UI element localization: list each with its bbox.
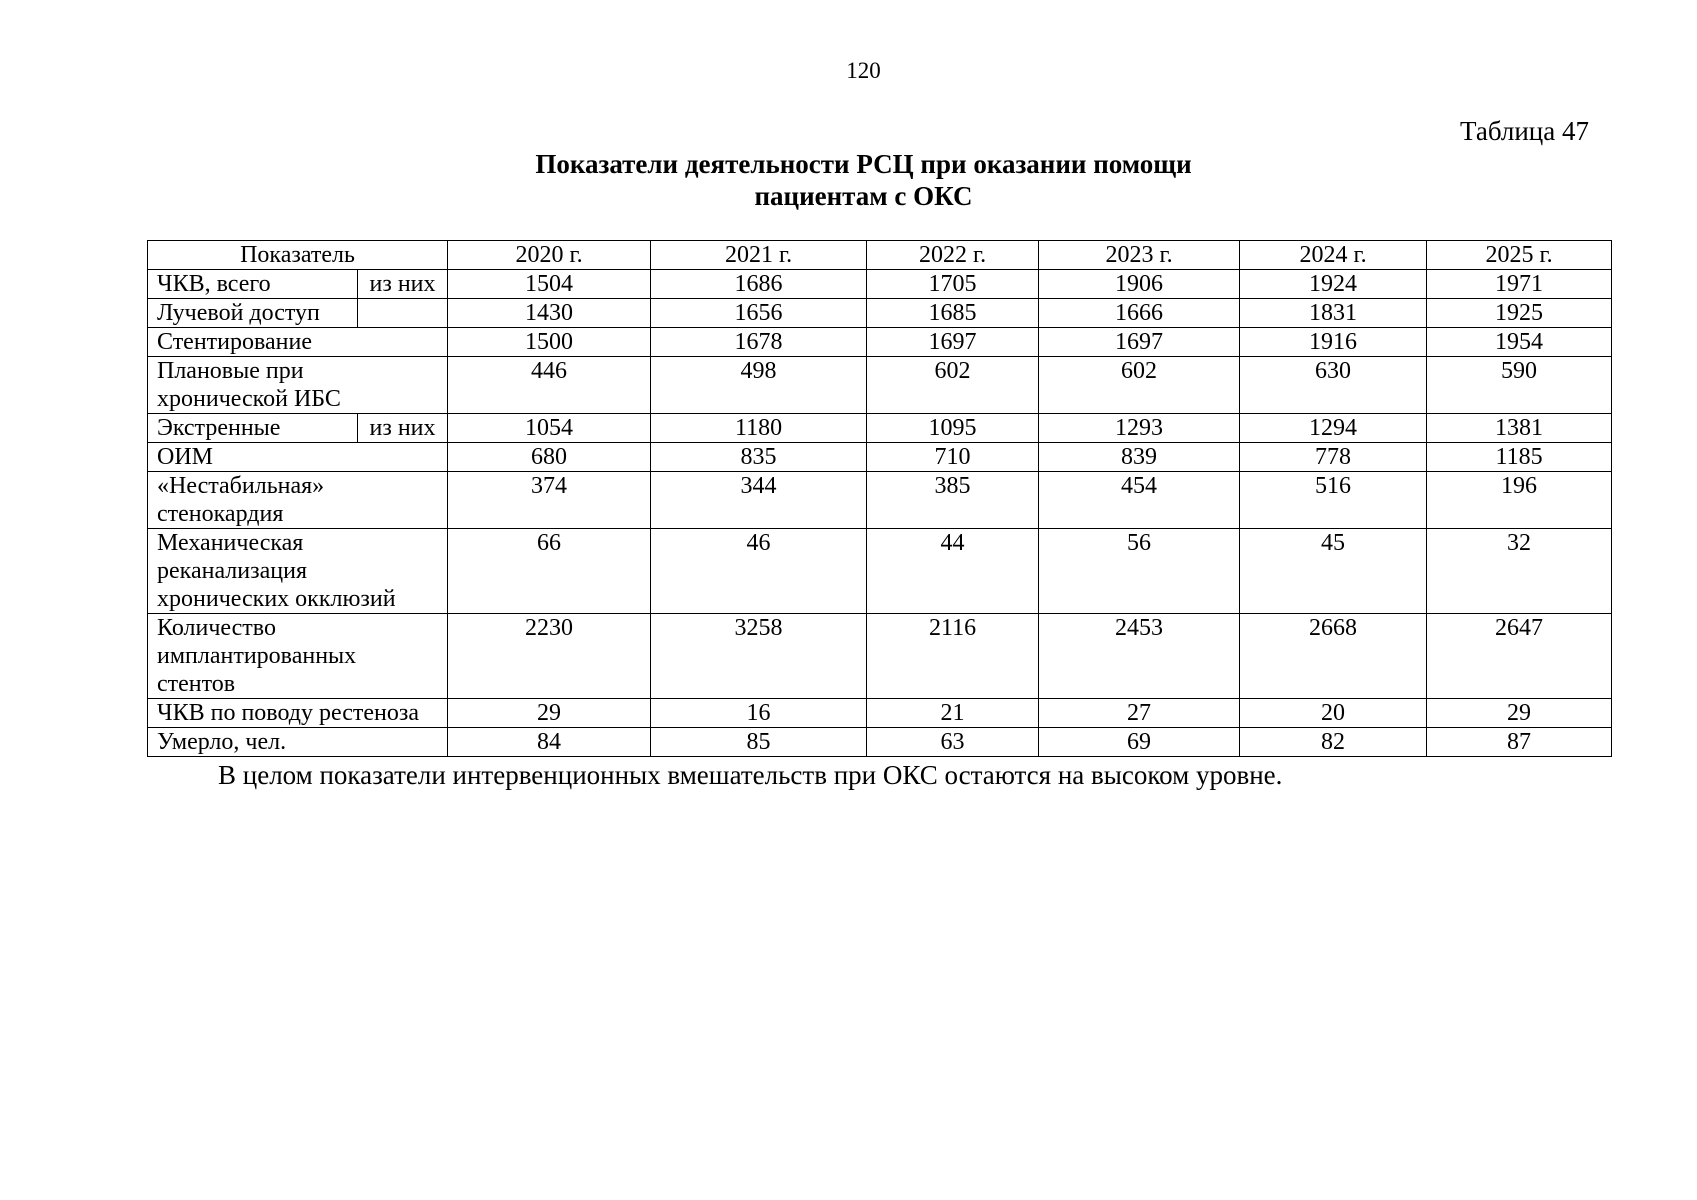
cell-value: 29 [1427,699,1612,728]
header-row [148,241,1612,270]
cell-value: 1294 [1240,414,1427,443]
cell-value: 374 [448,472,651,529]
header-year: 2024 г. [1240,241,1427,270]
cell-value: 454 [1039,472,1240,529]
cell-value: 516 [1240,472,1427,529]
cell-value: 1430 [448,299,651,328]
table-title [0,148,1697,212]
cell-value: 46 [651,529,867,614]
cell-value: 1504 [448,270,651,299]
cell-value: 602 [1039,357,1240,414]
cell-value: 1666 [1039,299,1240,328]
cell-value: 1705 [867,270,1039,299]
table-row [148,614,1612,699]
conclusion-paragraph: В целом показатели интервенционных вмешательств при ОКС остаются на высоком уровне. [218,760,1283,790]
cell-value: 66 [448,529,651,614]
cell-value: 1381 [1427,414,1612,443]
cell-value: 85 [651,728,867,757]
cell-value: 498 [651,357,867,414]
cell-value: 835 [651,443,867,472]
cell-value: 385 [867,472,1039,529]
cell-value: 602 [867,357,1039,414]
row-indicator: Количество имплантированных стентов [148,614,448,699]
cell-value: 82 [1240,728,1427,757]
cell-value: 21 [867,699,1039,728]
cell-value: 2647 [1427,614,1612,699]
row-indicator: ЧКВ, всего [148,270,358,299]
cell-value: 1293 [1039,414,1240,443]
cell-value: 839 [1039,443,1240,472]
header-year: 2022 г. [867,241,1039,270]
cell-value: 1686 [651,270,867,299]
cell-value: 27 [1039,699,1240,728]
table-row [148,443,1612,472]
cell-value: 1185 [1427,443,1612,472]
cell-value: 344 [651,472,867,529]
cell-value: 87 [1427,728,1612,757]
cell-value: 84 [448,728,651,757]
cell-value: 45 [1240,529,1427,614]
table-row [148,414,1612,443]
cell-value: 196 [1427,472,1612,529]
cell-value: 1697 [1039,328,1240,357]
cell-value: 1954 [1427,328,1612,357]
table-title-line-2: пациентам с ОКС [754,181,973,211]
header-year: 2020 г. [448,241,651,270]
cell-value: 710 [867,443,1039,472]
cell-value: 630 [1240,357,1427,414]
page-number: 120 [846,58,881,83]
cell-value: 778 [1240,443,1427,472]
cell-value: 1924 [1240,270,1427,299]
row-indicator: «Нестабильная» стенокардия [148,472,448,529]
cell-value: 1971 [1427,270,1612,299]
cell-value: 69 [1039,728,1240,757]
table-title-line-1: Показатели деятельности РСЦ при оказании помощи [535,149,1192,179]
row-subnote: из них [358,414,448,443]
cell-value: 16 [651,699,867,728]
cell-value: 2668 [1240,614,1427,699]
cell-value: 32 [1427,529,1612,614]
table-label: Таблица 47 [1460,116,1589,146]
cell-value: 1831 [1240,299,1427,328]
table-row [148,328,1612,357]
row-indicator: Механическая реканализация хронических окклюзий [148,529,448,614]
row-indicator: Умерло, чел. [148,728,448,757]
cell-value: 1500 [448,328,651,357]
cell-value: 56 [1039,529,1240,614]
row-indicator: ЧКВ по поводу рестеноза [148,699,448,728]
cell-value: 1697 [867,328,1039,357]
cell-value: 1916 [1240,328,1427,357]
cell-value: 680 [448,443,651,472]
cell-value: 63 [867,728,1039,757]
row-subnote [358,299,448,328]
table-row [148,699,1612,728]
row-subnote: из них [358,270,448,299]
table-row [148,529,1612,614]
cell-value: 20 [1240,699,1427,728]
cell-value: 2453 [1039,614,1240,699]
cell-value: 590 [1427,357,1612,414]
cell-value: 44 [867,529,1039,614]
row-indicator: ОИМ [148,443,448,472]
row-indicator: Лучевой доступ [148,299,358,328]
cell-value: 1054 [448,414,651,443]
cell-value: 3258 [651,614,867,699]
cell-value: 2230 [448,614,651,699]
cell-value: 1656 [651,299,867,328]
table-row [148,472,1612,529]
header-year: 2023 г. [1039,241,1240,270]
cell-value: 2116 [867,614,1039,699]
cell-value: 1925 [1427,299,1612,328]
cell-value: 29 [448,699,651,728]
table-row [148,270,1612,299]
row-indicator: Стентирование [148,328,448,357]
row-indicator: Плановые при хронической ИБС [148,357,448,414]
table-row [148,728,1612,757]
cell-value: 1180 [651,414,867,443]
table-row [148,357,1612,414]
header-year: 2021 г. [651,241,867,270]
table-row [148,299,1612,328]
row-indicator: Экстренные [148,414,358,443]
cell-value: 1095 [867,414,1039,443]
header-indicator: Показатель [148,241,448,270]
indicators-table [147,240,1612,757]
header-year: 2025 г. [1427,241,1612,270]
cell-value: 1906 [1039,270,1240,299]
cell-value: 1685 [867,299,1039,328]
cell-value: 1678 [651,328,867,357]
cell-value: 446 [448,357,651,414]
